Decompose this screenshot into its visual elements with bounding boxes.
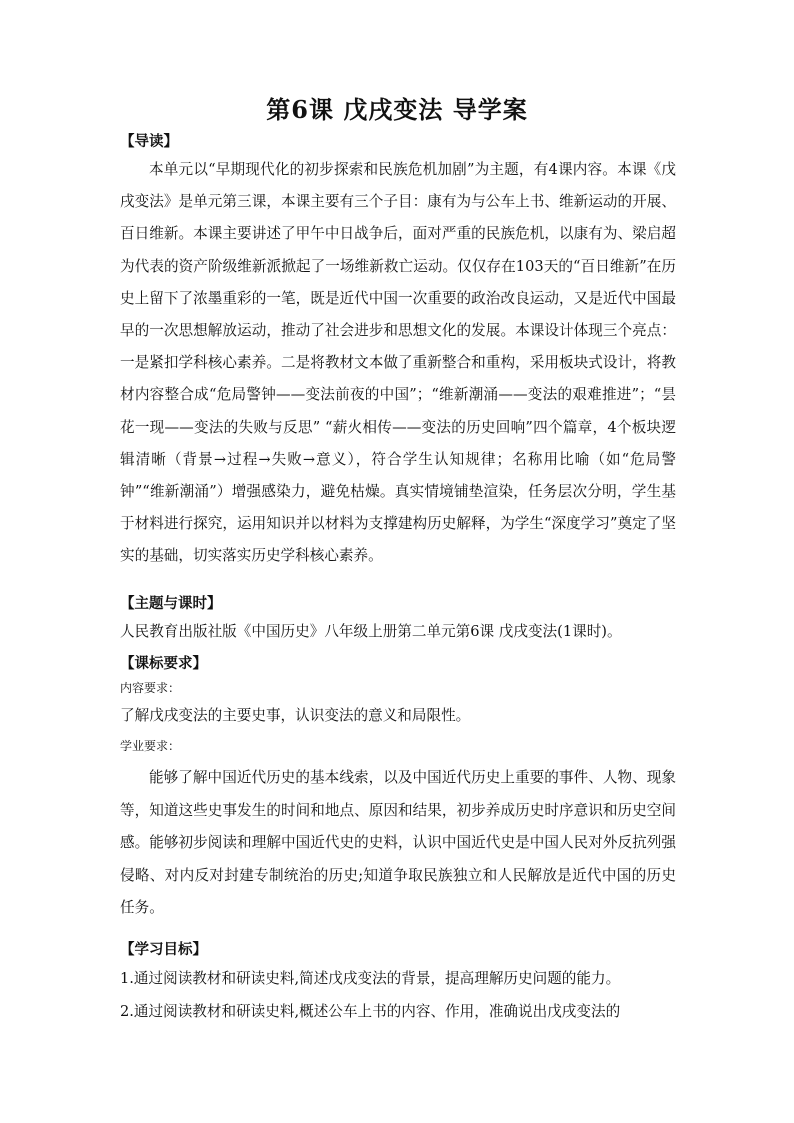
goal-item: 1.通过阅读教材和研读史料,简述戊戌变法的背景，提高理解历史问题的能力。 (120, 970, 621, 987)
topic-heading: 【主题与课时】 (120, 595, 222, 612)
topic-paragraph: 人民教育出版社版《中国历史》八年级上册第二单元第6课 戊戌变法(1课时)。 (120, 623, 622, 640)
goals-heading: 【学习目标】 (120, 941, 207, 958)
learning-requirement-text: 能够了解中国近代历史的基本线索，以及中国近代历史上重要的事件、人物、现象等，知道这些史事发生的时间和地点、原因和结果，初步养成历史时序意识和历史空间感。能够初步阅读和理解中国近代史的史料，认识中国近代史是中国人民对外反抗列强侵略、对内反对封建专制统治的历史;知道争取民族独立和人民解放是近代中国的历史任务。 (120, 769, 676, 917)
goal-item: 2.通过阅读教材和研读史料,概述公车上书的内容、作用，准确说出戊戌变法的 (120, 1003, 621, 1020)
intro-heading: 【导读】 (120, 133, 178, 150)
content-requirement-label: 内容要求： (120, 681, 181, 695)
content-requirement-text: 了解戊戌变法的主要史事，认识变法的意义和局限性。 (120, 707, 471, 724)
standards-heading: 【课标要求】 (120, 655, 207, 672)
page-title: 第6课 戊戌变法 导学案 (266, 95, 528, 124)
intro-paragraph: 本单元以“早期现代化的初步探索和民族危机加剧”为主题，有4课内容。本课《戊戌变法》是单元第三课，本课主要有三个子目：康有为与公车上书、维新运动的开展、百日维新。本课主要讲述了甲午中日战争后，面对严重的民族危机，以康有为、梁启超为代表的资产阶级维新派掀起了一场维新救亡运动。仅仅存在103天的“百日维新”在历史上留下了浓墨重彩的一笔，既是近代中国一次重要的政治改良运动，又是近代中国最早的一次思想解放运动，推动了社会进步和思想文化的发展。本课设计体现三个亮点：一是紧扣学科核心素养。二是将教材文本做了重新整合和重构，采用板块式设计，将教材内容整合成“危局警钟——变法前夜的中国”；“维新潮涌——变法的艰难推进”；“昙花一现——变法的失败与反思” “薪火相传——变法的历史回响”四个篇章，4个板块逻辑清晰（背景→过程→失败→意义），符合学生认知规律；名称用比喻（如“危局警钟”“维新潮涌”）增强感染力，避免枯燥。真实情境铺垫渲染，任务层次分明，学生基于材料进行探究，运用知识并以材料为支撑建构历史解释，为学生“深度学习”奠定了坚实的基础，切实落实历史学科核心素养。 (120, 161, 676, 565)
learning-requirement-label: 学业要求： (120, 739, 181, 753)
